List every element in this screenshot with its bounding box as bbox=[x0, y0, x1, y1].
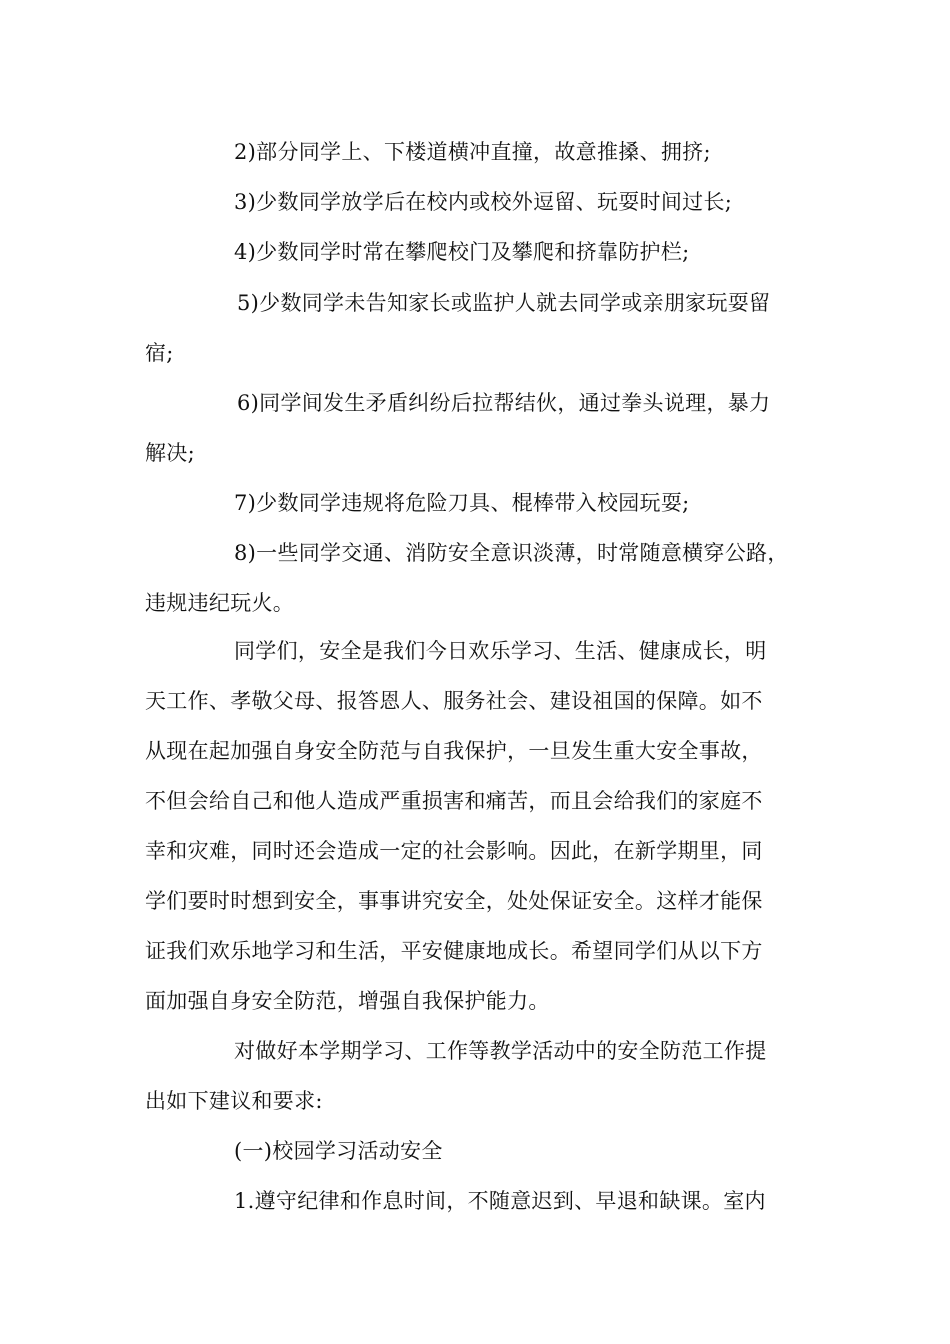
text-line: 3)少数同学放学后在校内或校外逗留、玩耍时间过长; bbox=[234, 190, 733, 214]
text-line: 幸和灾难，同时还会造成一定的社会影响。因此，在新学期里，同 bbox=[145, 839, 763, 863]
text-line: 违规违纪玩火。 bbox=[145, 591, 295, 615]
text-line: 解决; bbox=[145, 441, 195, 465]
text-line: 对做好本学期学习、工作等教学活动中的安全防范工作提 bbox=[234, 1039, 767, 1063]
text-line: 2)部分同学上、下楼道横冲直撞，故意推搡、拥挤; bbox=[234, 140, 711, 164]
text-line: 7)少数同学违规将危险刀具、棍棒带入校园玩耍; bbox=[234, 491, 690, 515]
text-line: 8)一些同学交通、消防安全意识淡薄，时常随意横穿公路， bbox=[234, 541, 789, 565]
text-line: 6)同学间发生矛盾纠纷后拉帮结伙，通过拳头说理，暴力 bbox=[237, 391, 771, 415]
text-line: 出如下建议和要求: bbox=[145, 1089, 323, 1113]
text-line: 宿; bbox=[145, 341, 174, 365]
text-line: 4)少数同学时常在攀爬校门及攀爬和挤靠防护栏; bbox=[234, 240, 690, 264]
text-line: 证我们欢乐地学习和生活，平安健康地成长。希望同学们从以下方 bbox=[145, 939, 763, 963]
text-line: 学们要时时想到安全，事事讲究安全，处处保证安全。这样才能保 bbox=[145, 889, 763, 913]
text-line: 5)少数同学未告知家长或监护人就去同学或亲朋家玩耍留 bbox=[237, 291, 771, 315]
text-line: 从现在起加强自身安全防范与自我保护，一旦发生重大安全事故， bbox=[145, 739, 763, 763]
text-line: 面加强自身安全防范，增强自我保护能力。 bbox=[145, 989, 550, 1013]
text-line: 1.遵守纪律和作息时间，不随意迟到、早退和缺课。室内 bbox=[234, 1189, 766, 1213]
section-heading: (一)校园学习活动安全 bbox=[234, 1139, 443, 1163]
text-line: 天工作、孝敬父母、报答恩人、服务社会、建设祖国的保障。如不 bbox=[145, 689, 763, 713]
text-line: 不但会给自己和他人造成严重损害和痛苦，而且会给我们的家庭不 bbox=[145, 789, 763, 813]
text-line: 同学们，安全是我们今日欢乐学习、生活、健康成长，明 bbox=[234, 639, 767, 663]
